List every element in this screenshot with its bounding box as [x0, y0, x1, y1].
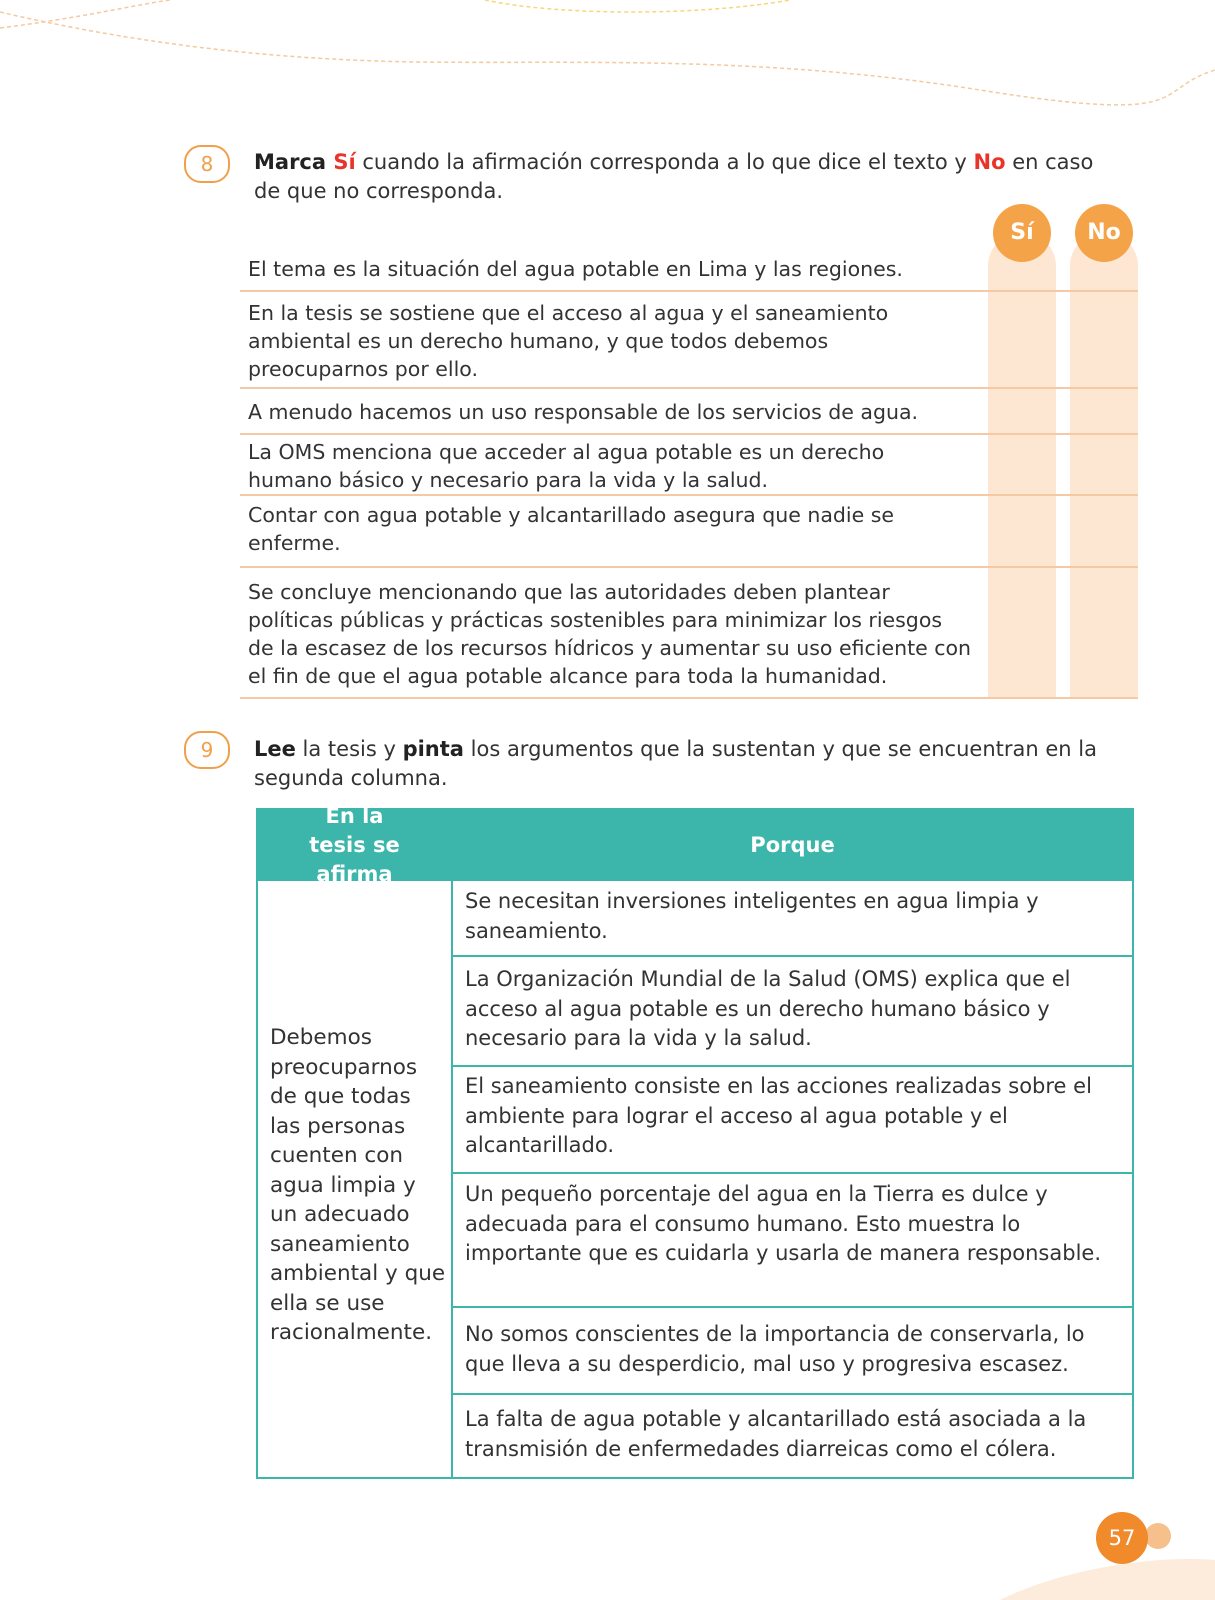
statement-row	[240, 496, 1138, 568]
argument-row[interactable]	[453, 1306, 1132, 1393]
instr-text: la tesis y	[295, 737, 403, 761]
statement-text: En la tesis se sostiene que el acceso al agua y el saneamiento ambiental es un derecho humano, y que todos debemos preocuparnos por ello.	[248, 301, 889, 381]
si-header: Sí	[993, 204, 1051, 262]
question-8-badge: 8	[184, 145, 230, 183]
instr-text-end: en caso de que no corresponda.	[254, 150, 1094, 203]
instr-si: Sí	[333, 150, 356, 174]
argument-row[interactable]	[453, 1393, 1132, 1477]
statement-row	[240, 568, 1138, 699]
argument-text: Se necesitan inversiones inteligentes en agua limpia y saneamiento.	[465, 889, 1039, 943]
thesis-arguments-table	[256, 804, 1134, 1479]
statement-text: El tema es la situación del agua potable en Lima y las regiones.	[248, 257, 903, 281]
instr-pinta: pinta	[402, 737, 464, 761]
statement-row	[240, 389, 1138, 435]
page-number: 57	[1096, 1512, 1148, 1564]
header-thesis: En la tesis se afirma	[258, 810, 451, 881]
statement-row	[240, 248, 1138, 292]
instr-lee: Lee	[254, 737, 296, 761]
statement-row	[240, 292, 1138, 389]
statement-text: La OMS menciona que acceder al agua potable es un derecho humano básico y necesario para la vida y la salud.	[248, 440, 885, 492]
argument-row[interactable]	[453, 1172, 1132, 1306]
argument-text: Un pequeño porcentaje del agua en la Tierra es dulce y adecuada para el consumo humano. Esto muestra lo importante que es cuidarla y usarla de manera responsable.	[465, 1182, 1101, 1265]
thesis-text: Debemos preocuparnos de que todas las personas cuenten con agua limpia y un adecuado saneamiento ambiental y que ella se use racionalmente.	[270, 1025, 446, 1345]
argument-text: No somos conscientes de la importancia de conservarla, lo que lleva a su desperdicio, mal uso y progresiva escasez.	[465, 1322, 1085, 1376]
statement-text: Se concluye mencionando que las autoridades deben plantear políticas públicas y prácticas sostenibles para minimizar los riesgos de la escasez de los recursos hídricos y aumentar su uso eficiente con el fin de que el agua potable alcance para toda la humanidad.	[248, 580, 972, 688]
statement-text: A menudo hacemos un uso responsable de los servicios de agua.	[248, 400, 919, 424]
decorative-waves	[0, 0, 1215, 110]
instr-text-end: los argumentos que la sustentan y que se encuentran en la segunda columna.	[254, 737, 1097, 790]
statement-text: Contar con agua potable y alcantarillado asegura que nadie se enferme.	[248, 503, 895, 555]
argument-text: La falta de agua potable y alcantarillado está asociada a la transmisión de enfermedades diarreicas como el cólera.	[465, 1407, 1087, 1461]
argument-text: El saneamiento consiste en las acciones realizadas sobre el ambiente para lograr el acceso al agua potable y el alcantarillado.	[465, 1074, 1092, 1157]
argument-text: La Organización Mundial de la Salud (OMS) explica que el acceso al agua potable es un derecho humano básico y necesario para la vida y la salud.	[465, 967, 1071, 1050]
instr-no: No	[973, 150, 1006, 174]
question-9-instruction	[254, 735, 1144, 793]
statement-row	[240, 435, 1138, 496]
argument-row[interactable]	[453, 1065, 1132, 1172]
no-header: No	[1075, 204, 1133, 262]
instr-text: cuando la afirmación corresponda a lo que dice el texto y	[355, 150, 974, 174]
instr-marca: Marca	[254, 150, 334, 174]
question-8-instruction	[254, 148, 1094, 206]
argument-row[interactable]	[453, 955, 1132, 1065]
header-because: Porque	[453, 810, 1132, 881]
question-9-badge: 9	[184, 731, 230, 769]
argument-row[interactable]	[453, 881, 1132, 955]
